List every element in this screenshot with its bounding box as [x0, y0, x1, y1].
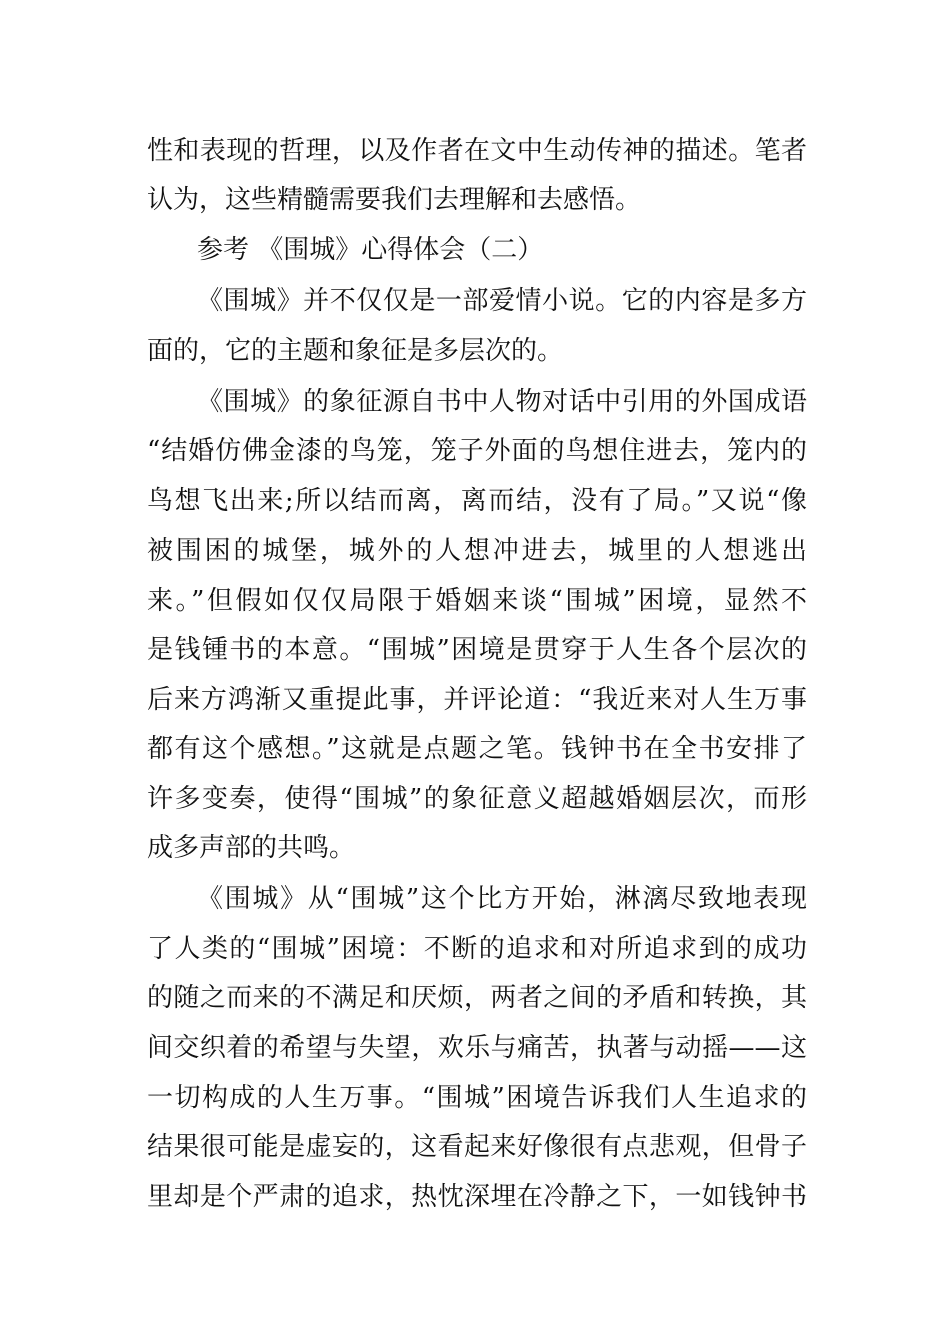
text-line: 的随之而来的不满足和厌烦，两者之间的矛盾和转换，其 [147, 983, 807, 1013]
text-line: 鸟想飞出来;所以结而离，离而结，没有了局。”又说“像 [147, 486, 807, 516]
paragraph-first-line: 《围城》的象征源自书中人物对话中引用的外国成语 [197, 387, 807, 417]
text-line: 认为，这些精髓需要我们去理解和去感悟。 [147, 185, 642, 215]
text-line: 性和表现的哲理，以及作者在文中生动传神的描述。笔者 [147, 136, 807, 166]
text-line: 里却是个严肃的追求，热忱深埋在冷静之下，一如钱钟书 [147, 1182, 807, 1212]
text-line: 间交织着的希望与失望，欢乐与痛苦，执著与动摇——这 [147, 1033, 807, 1063]
paragraph-first-line: 《围城》从“围城”这个比方开始，淋漓尽致地表现 [197, 884, 807, 914]
text-line: 许多变奏，使得“围城”的象征意义超越婚姻层次，而形 [147, 784, 807, 814]
paragraph-first-line: 《围城》并不仅仅是一部爱情小说。它的内容是多方 [197, 286, 807, 316]
text-line: 都有这个感想。”这就是点题之笔。钱钟书在全书安排了 [147, 734, 807, 764]
text-line: 成多声部的共鸣。 [147, 833, 356, 863]
text-line: “结婚仿佛金漆的鸟笼，笼子外面的鸟想住进去，笼内的 [147, 436, 807, 466]
text-line: 后来方鸿渐又重提此事，并评论道：“我近来对人生万事 [147, 685, 807, 715]
text-line: 一切构成的人生万事。“围城”困境告诉我们人生追求的 [147, 1083, 807, 1113]
text-line: 被围困的城堡，城外的人想冲进去，城里的人想逃出 [147, 536, 807, 566]
text-line: 面的，它的主题和象征是多层次的。 [147, 336, 564, 366]
text-line: 结果很可能是虚妄的，这看起来好像很有点悲观，但骨子 [147, 1132, 807, 1162]
text-line: 是钱锺书的本意。“围城”困境是贯穿于人生各个层次的 [147, 635, 807, 665]
text-line: 了人类的“围城”困境：不断的追求和对所追求到的成功 [147, 934, 807, 964]
section-heading: 参考 《围城》心得体会（二） [197, 235, 544, 265]
text-line: 来。”但假如仅仅局限于婚姻来谈“围城”困境，显然不 [147, 586, 807, 616]
